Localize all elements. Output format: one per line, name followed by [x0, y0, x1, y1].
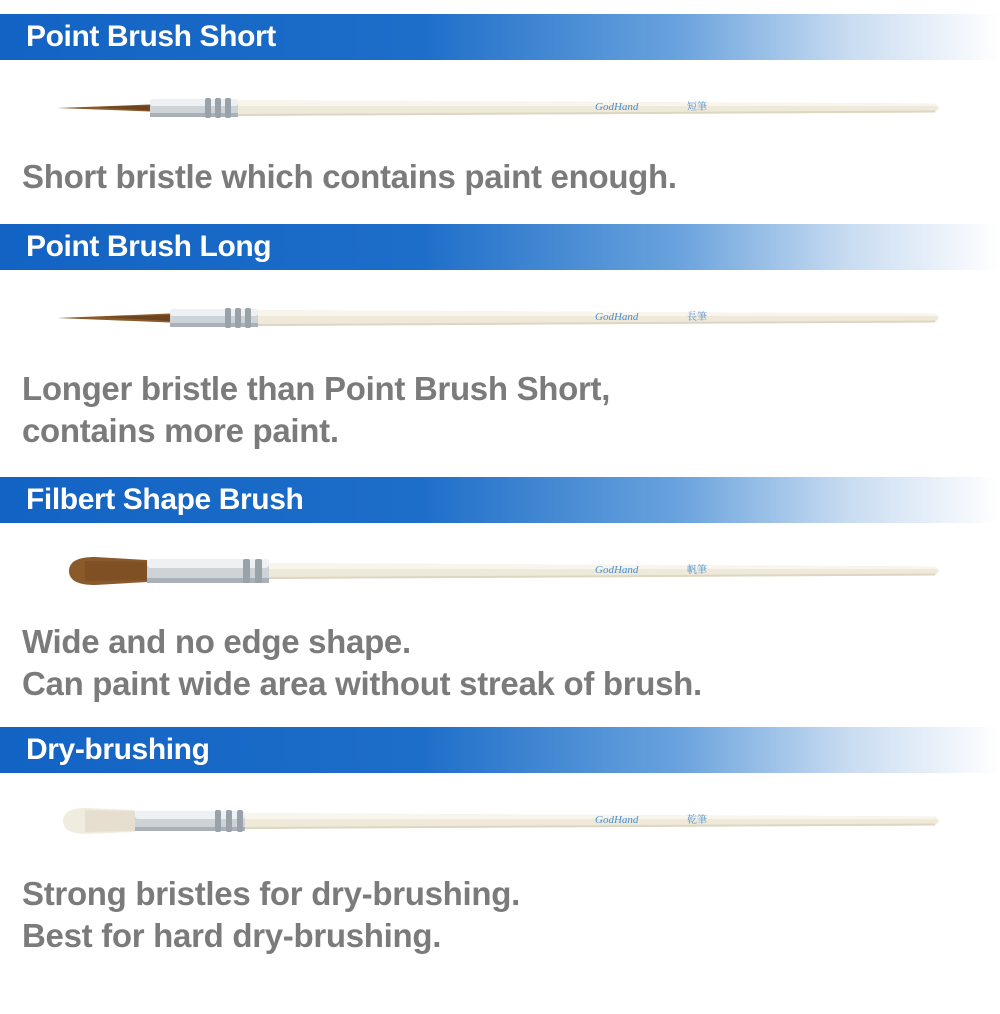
- section-heading-bar: [0, 727, 1000, 773]
- section-heading-bar: [0, 224, 1000, 270]
- section-filbert-shape-brush: [0, 477, 1000, 715]
- brush-image-point-brush-short: [0, 60, 1000, 156]
- section-heading-bar: [0, 477, 1000, 523]
- brush-illustration-icon: [55, 88, 945, 128]
- section-title: Filbert Shape Brush: [26, 482, 304, 516]
- description-line: Best for hard dry-brushing.: [22, 917, 442, 955]
- description-line: contains more paint.: [22, 412, 339, 450]
- description-line: Can paint wide area without streak of brush.: [22, 664, 702, 702]
- brush-illustration-icon: [55, 801, 945, 841]
- description-line: Longer bristle than Point Brush Short,: [22, 370, 611, 408]
- brush-image-filbert-shape-brush: [0, 523, 1000, 619]
- section-point-brush-long: [0, 224, 1000, 462]
- brush-illustration-icon: [55, 298, 945, 338]
- section-description: [0, 156, 1000, 208]
- description-line: Short bristle which contains paint enough.: [22, 158, 677, 195]
- section-description: [0, 869, 1000, 967]
- svg-text:GodHand: GodHand: [595, 311, 639, 324]
- section-description: [0, 619, 1000, 715]
- brush-image-point-brush-long: [0, 270, 1000, 366]
- section-description: [0, 366, 1000, 462]
- svg-text:帆筆: 帆筆: [687, 564, 707, 576]
- description-line: Strong bristles for dry-brushing.: [22, 875, 520, 913]
- svg-text:GodHand: GodHand: [595, 814, 639, 827]
- svg-text:GodHand: GodHand: [595, 563, 639, 576]
- section-title: Point Brush Short: [26, 20, 276, 53]
- svg-text:長筆: 長筆: [687, 312, 707, 324]
- section-point-brush-short: [0, 14, 1000, 208]
- brush-image-dry-brushing: [0, 773, 1000, 869]
- svg-text:短筆: 短筆: [687, 102, 707, 113]
- section-heading-bar: [0, 14, 1000, 60]
- section-dry-brushing: [0, 727, 1000, 967]
- svg-text:GodHand: GodHand: [595, 101, 639, 113]
- brush-illustration-icon: [55, 551, 945, 591]
- svg-text:乾筆: 乾筆: [687, 815, 707, 827]
- section-title: Point Brush Long: [26, 230, 272, 264]
- description-line: Wide and no edge shape.: [22, 622, 411, 660]
- brush-guide-page: [0, 14, 1000, 1014]
- section-title: Dry-brushing: [26, 733, 210, 767]
